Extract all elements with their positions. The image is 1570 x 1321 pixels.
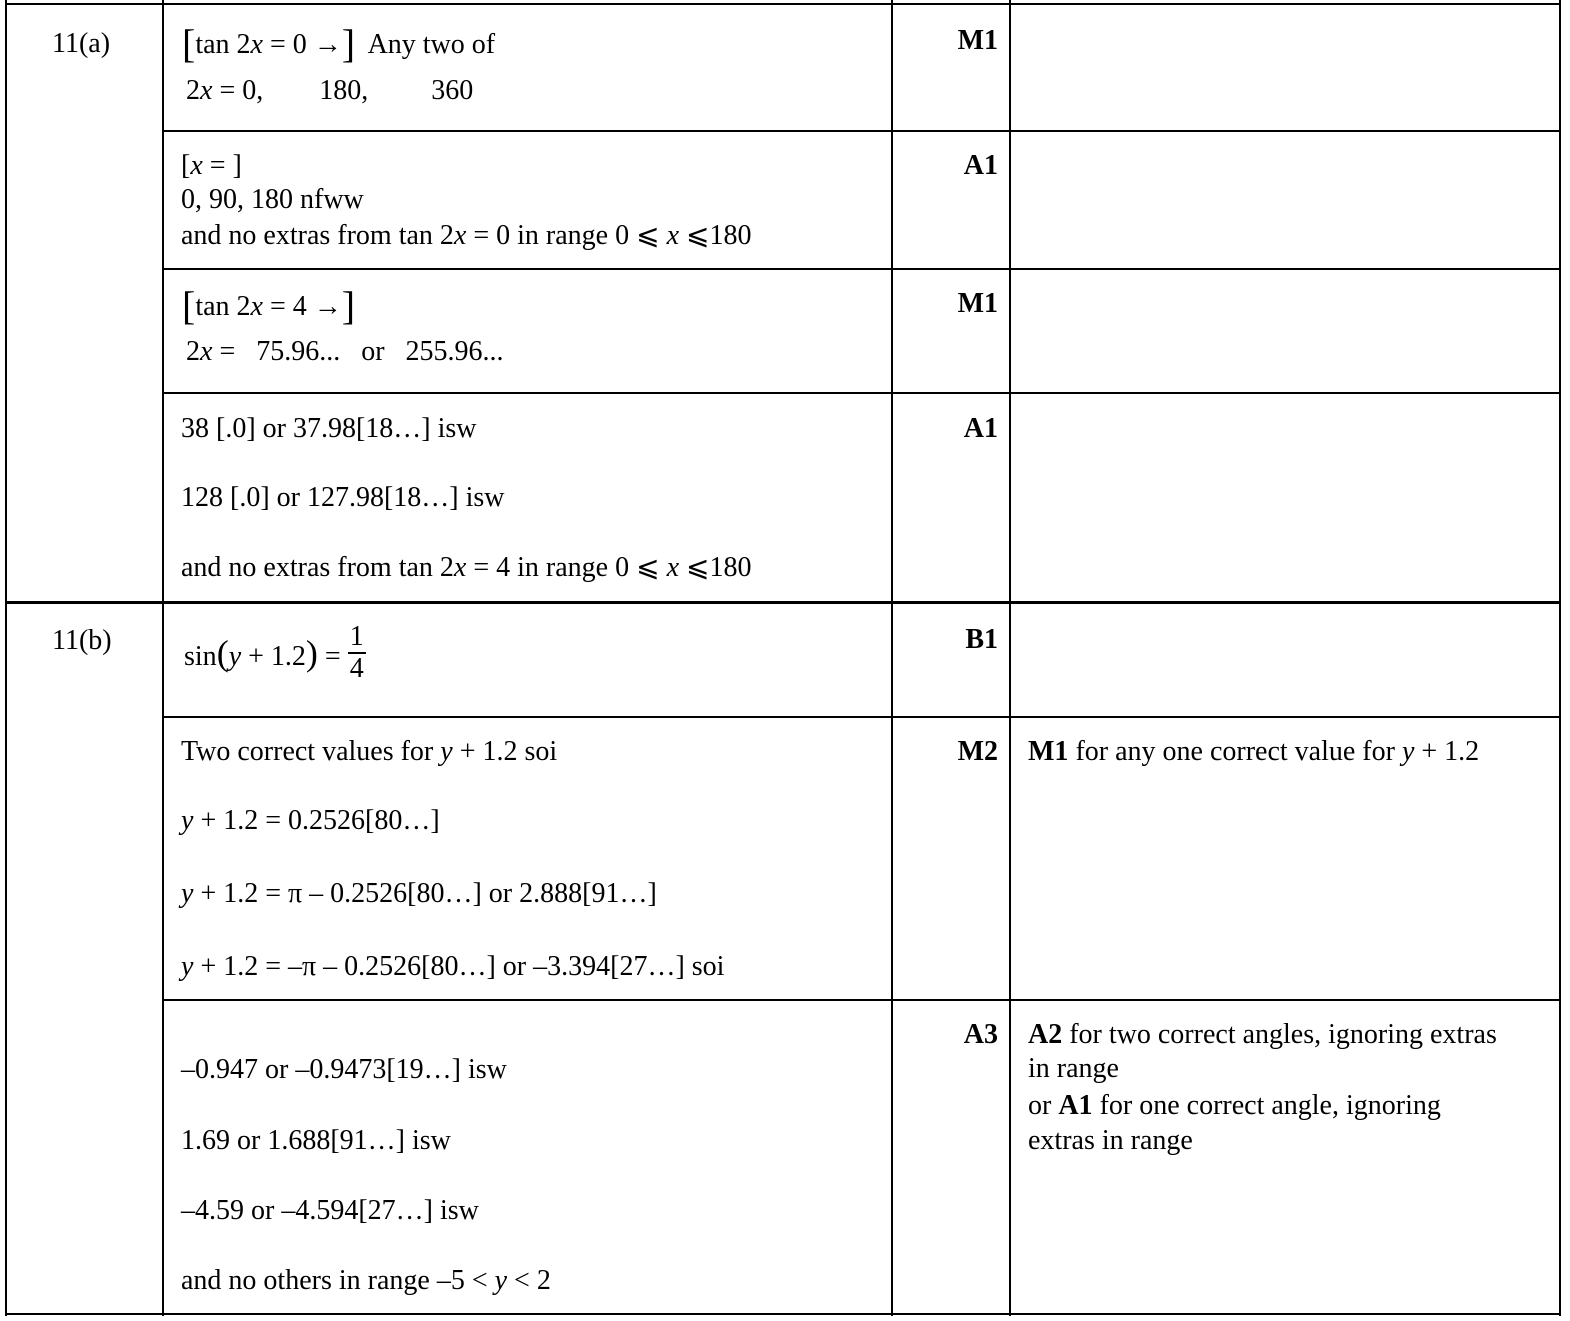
answer-line: and no extras from tan 2x = 0 in range 0 ⩽ x ⩽180 <box>181 220 752 251</box>
mark-code: M1 <box>957 25 998 56</box>
guidance-note: A2 for two correct angles, ignoring extras <box>1028 1019 1497 1050</box>
answer-line: [x = ] <box>181 150 242 181</box>
mark-code: A1 <box>963 150 998 181</box>
question-label: 11(b) <box>52 625 112 656</box>
answer-line: Two correct values for y + 1.2 soi <box>181 736 558 767</box>
answer-line: [tan 2x = 0 →] Any two of <box>182 21 496 66</box>
answer-line: 2x = 75.96... or 255.96... <box>186 336 504 367</box>
mark-code: M2 <box>957 736 998 767</box>
question-label: 11(a) <box>52 28 111 59</box>
mark-code: B1 <box>965 624 998 655</box>
mark-code: M1 <box>957 288 998 319</box>
answer-line: –4.59 or –4.594[27…] isw <box>181 1195 479 1226</box>
answer-line: 1.69 or 1.688[91…] isw <box>181 1125 451 1156</box>
answer-line: [tan 2x = 4 →] <box>182 283 356 328</box>
guidance-note: extras in range <box>1028 1125 1193 1156</box>
answer-line: 128 [.0] or 127.98[18…] isw <box>181 482 505 513</box>
answer-line: and no others in range –5 < y < 2 <box>181 1265 551 1296</box>
answer-line: y + 1.2 = –π – 0.2526[80…] or –3.394[27…] soi <box>181 951 725 982</box>
guidance-note: in range <box>1028 1053 1119 1084</box>
mark-code: A1 <box>963 413 998 444</box>
answer-line: y + 1.2 = π – 0.2526[80…] or 2.888[91…] <box>181 878 657 909</box>
answer-line: 0, 90, 180 nfww <box>181 184 364 215</box>
guidance-note: M1 for any one correct value for y + 1.2 <box>1028 736 1480 767</box>
answer-line: y + 1.2 = 0.2526[80…] <box>181 805 440 836</box>
answer-line: 38 [.0] or 37.98[18…] isw <box>181 413 477 444</box>
answer-line: 2x = 0, 180, 360 <box>186 75 474 106</box>
mark-code: A3 <box>963 1019 998 1050</box>
answer-line: –0.947 or –0.9473[19…] isw <box>181 1054 507 1085</box>
guidance-note: or A1 for one correct angle, ignoring <box>1028 1090 1441 1121</box>
answer-line: and no extras from tan 2x = 4 in range 0 ⩽ x ⩽180 <box>181 552 752 583</box>
answer-equation: sin(y + 1.2) = $\frac{1}{4}$ <box>184 621 364 684</box>
